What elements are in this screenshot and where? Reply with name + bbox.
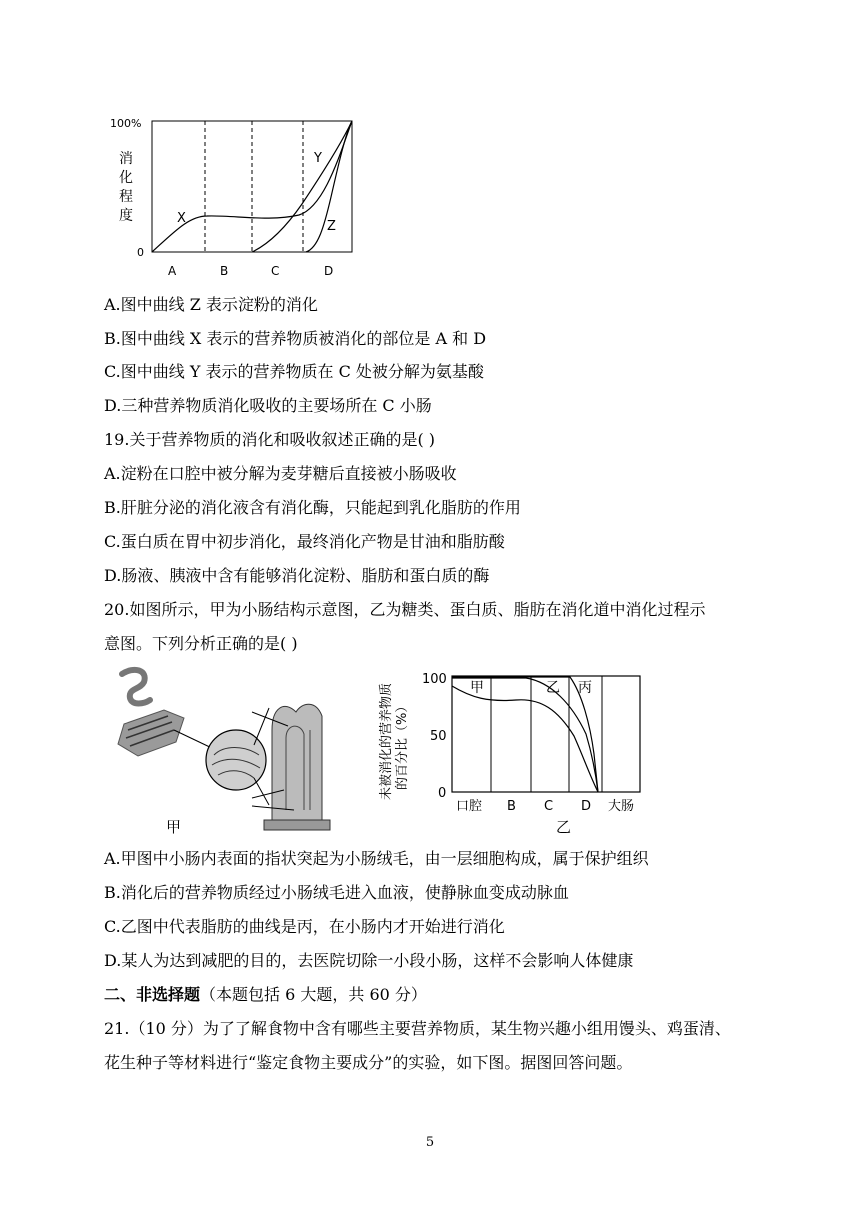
page-number: 5 <box>425 1135 435 1150</box>
digestion-degree-chart <box>104 112 374 284</box>
curve-label-jia: 甲 <box>470 680 484 696</box>
curve-label-bing: 丙 <box>578 680 592 696</box>
q19-option-b: B.肝脏分泌的消化液含有消化酶，只能起到乳化脂肪的作用 <box>104 498 521 517</box>
small-intestine-figure <box>104 660 364 838</box>
curve-label-x: X <box>177 211 186 226</box>
pointer-line-3 <box>254 778 269 805</box>
y-axis-label-line2: 的百分比（%） <box>395 699 410 790</box>
q20-stem-line2: 意图。下列分析正确的是( ) <box>104 634 298 653</box>
q18-option-c: C.图中曲线 Y 表示的营养物质在 C 处被分解为氨基酸 <box>104 362 484 381</box>
undigested-nutrient-chart <box>376 664 666 840</box>
x-label-large-intestine: 大肠 <box>608 799 635 814</box>
x-label-b: B <box>507 799 516 814</box>
q18-option-d: D.三种营养物质消化吸收的主要场所在 C 小肠 <box>104 396 432 415</box>
y-zero-label: 0 <box>137 246 144 259</box>
section-two-title: 二、非选择题 <box>104 985 201 1004</box>
y-axis-char-2: 化 <box>119 170 133 186</box>
intestine-coil-sketch <box>122 670 150 704</box>
x-label-a: A <box>168 264 177 278</box>
q19-option-c: C.蛋白质在胃中初步消化，最终消化产物是甘油和脂肪酸 <box>104 532 505 551</box>
villus-sketch <box>272 704 322 820</box>
curve-jia <box>452 686 598 792</box>
y-tick-50: 50 <box>430 729 447 744</box>
x-label-c: C <box>271 264 280 278</box>
figure-yi-caption: 乙 <box>556 818 572 836</box>
y-tick-0: 0 <box>438 786 447 801</box>
curve-y <box>252 121 352 252</box>
q21-line2: 花生种子等材料进行“鉴定食物主要成分”的实验，如下图。据图回答问题。 <box>104 1053 633 1072</box>
section-two-heading <box>104 985 427 1005</box>
x-label-b: B <box>220 264 229 278</box>
intestine-segment-sketch <box>118 710 184 756</box>
q18-option-b: B.图中曲线 X 表示的营养物质被消化的部位是 A 和 D <box>104 329 487 348</box>
q20-stem-line1: 20.如图所示，甲为小肠结构示意图，乙为糖类、蛋白质、脂肪在消化道中消化过程示 <box>104 600 706 619</box>
x-label-d: D <box>324 264 334 278</box>
curve-label-y: Y <box>314 151 322 166</box>
x-label-c: C <box>544 799 554 814</box>
section-two-note: （本题包括 6 大题，共 60 分） <box>200 985 427 1004</box>
y-top-label: 100% <box>110 117 142 130</box>
q18-option-a: A.图中曲线 Z 表示淀粉的消化 <box>104 295 318 314</box>
y-tick-100: 100 <box>422 672 447 687</box>
q21-line1: 21.（10 分）为了了解食物中含有哪些主要营养物质，某生物兴趣小组用馒头、鸡蛋清、 <box>104 1019 731 1038</box>
q20-option-c: C.乙图中代表脂肪的曲线是丙，在小肠内才开始进行消化 <box>104 917 505 936</box>
q19-stem: 19.关于营养物质的消化和吸收叙述正确的是( ) <box>104 430 436 449</box>
curve-label-yi: 乙 <box>546 680 560 696</box>
y-axis-char-4: 度 <box>119 208 133 224</box>
y-axis-label-line1: 未被消化的营养物质 <box>379 682 394 800</box>
curve-label-z: Z <box>327 219 336 234</box>
y-axis-char-1: 消 <box>119 151 133 167</box>
magnified-circle <box>206 730 266 790</box>
x-label-oral: 口腔 <box>456 799 483 814</box>
q19-option-a: A.淀粉在口腔中被分解为麦芽糖后直接被小肠吸收 <box>104 464 457 483</box>
q20-option-b: B.消化后的营养物质经过小肠绒毛进入血液，使静脉血变成动脉血 <box>104 883 569 902</box>
figure-jia-caption: 甲 <box>166 818 182 836</box>
q20-option-d: D.某人为达到减肥的目的，去医院切除一小段小肠，这样不会影响人体健康 <box>104 951 634 970</box>
x-label-d: D <box>581 799 592 814</box>
villus-base <box>264 820 330 830</box>
q19-option-d: D.肠液、胰液中含有能够消化淀粉、脂肪和蛋白质的酶 <box>104 566 490 585</box>
q20-option-a: A.甲图中小肠内表面的指状突起为小肠绒毛，由一层细胞构成，属于保护组织 <box>104 849 649 868</box>
y-axis-char-3: 程 <box>119 189 133 205</box>
